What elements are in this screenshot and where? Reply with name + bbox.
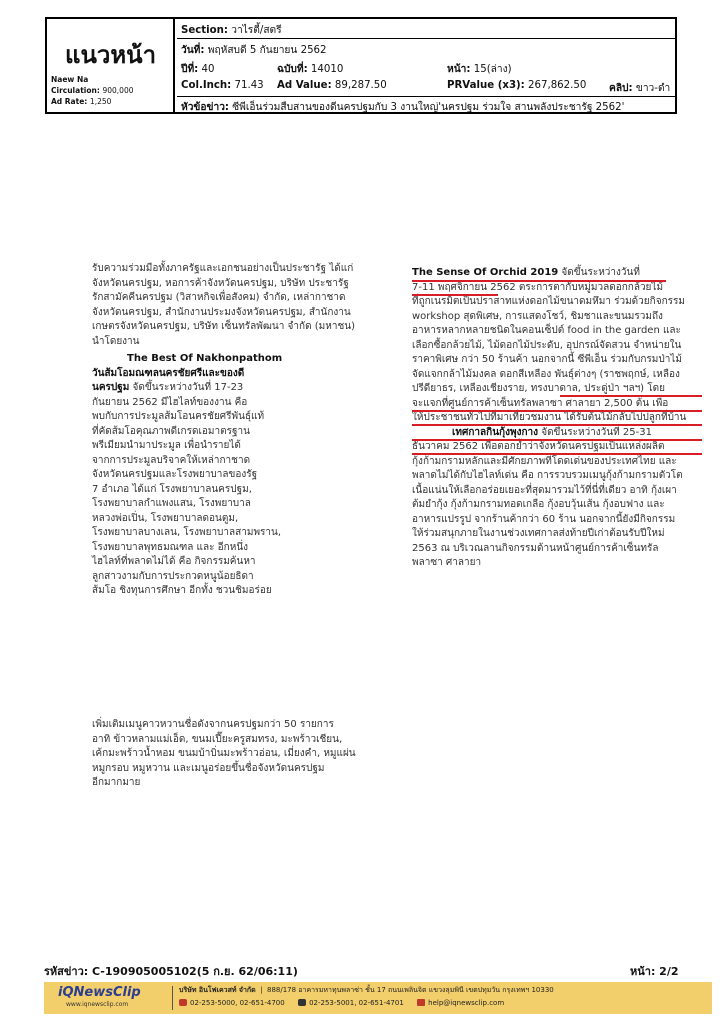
- text-line: กุ้งก้ามกรามหลักและมีศักยภาพที่โดดเด่นของประเทศไทย และ: [412, 455, 677, 467]
- text-line: โรงพยาบาลพุทธมณฑล และ อีกหนึ่ง: [92, 541, 249, 553]
- text-line: เนื้อแน่นให้เลือกอร่อยเยอะที่สุดมารวมไว้ที่นี่ที่เดียว อาทิ กุ้งเผา: [412, 484, 677, 496]
- clipping-details: [177, 19, 675, 112]
- headline-row: หัวข้อข่าว: ซีพีเอ็นร่วมสืบสานของดีนครปฐมกับ 3 งานใหญ่'นครปฐม ร่วมใจ สานพลังประชารัฐ 2562': [181, 102, 625, 113]
- text-line: ต้มยำกุ้ง กุ้งก้ามกรามทอดเกลือ กุ้งอบวุ้นเส้น กุ้งอบฟาง และ: [412, 499, 665, 510]
- publication-name: Naew Na: [51, 75, 89, 84]
- colinch-row: Col.Inch: 71.43: [181, 80, 264, 91]
- text-line: อาหารหลากหลายชนิดในคอนเซ็ปต์ food in the garden และ: [412, 325, 681, 336]
- company-address: บริษัท อินโฟเควสท์ จำกัด | 888/178 อาคารมหาทุนพลาซ่า ชั้น 17 ถนนเพลินจิต แขวงลุมพินี เขตปทุมวัน กรุงเทพฯ 10330: [179, 986, 554, 994]
- iqnewsclip-logo: iQNewsClip: [58, 985, 141, 1000]
- fax-icon: [298, 999, 306, 1006]
- year-row: ปีที่: 40: [181, 64, 215, 75]
- section-row: Section: วาไรตี้/สตรี: [181, 25, 282, 36]
- publication-block: [47, 19, 175, 112]
- text-line: ปรีดียาธร, เหลืองเชียงราย, ทรงบาดาล, ประดู่ป่า ฯลฯ) โดย: [412, 383, 665, 394]
- text-line: เทศกาลกินกุ้งพุงกาง จัดขึ้นระหว่างวันที่ 25-31: [452, 426, 652, 438]
- text-line: ราคาพิเศษ กว่า 50 ร้านค้า นอกจากนี้ ซีพีเอ็น ร่วมกับกรมป่าไม้: [412, 354, 682, 365]
- text-line: 7-11 พฤศจิกายน 2562 ตระการตากับหมู่มวลดอกกล้วยไม้: [412, 281, 664, 293]
- highlight-underline: [412, 453, 702, 455]
- section-heading: The Best Of Nakhonpathom: [127, 353, 283, 364]
- newspaper-logo: แนวหน้า: [65, 41, 157, 69]
- text-line: โรงพยาบาลกำแพงแสน, โรงพยาบาล: [92, 498, 251, 509]
- text-line: จังหวัดนครปฐม, สำนักงานประมงจังหวัดนครปฐม, สำนักงาน: [92, 306, 351, 318]
- text-line: รักสามัคคีนครปฐม (วิสาหกิจเพื่อสังคม) จำกัด, เหล่ากาชาด: [92, 292, 346, 303]
- text-line: workshop สุดพิเศษ, การแสดงโชว์, ชิมชาและขนมรวมถึง: [412, 310, 663, 322]
- text-line: เกษตรจังหวัดนครปฐม, บริษัท เซ็นทรัลพัฒนา จำกัด (มหาชน): [92, 321, 355, 332]
- text-line: ส้มโอ ชิงทุนการศึกษา อีกทั้ง ชวนชิมอร่อย: [92, 585, 272, 596]
- iqnewsclip-url: www.iqnewsclip.com: [66, 1001, 129, 1008]
- text-line: ที่ถูกเนรมิตเป็นปราสาทแห่งดอกไม้ขนาดมหึมา ร่วมด้วยกิจกรรม: [412, 296, 685, 307]
- text-line: จัดแจกกล้าไม้มงคล ดอกสีเหลือง พันธุ์ต่างๆ (ราชพฤกษ์, เหลือง: [412, 368, 680, 380]
- phone-icon: [179, 999, 187, 1006]
- text-line: 2563 ณ บริเวณลานกิจกรรมด้านหน้าศูนย์การค้าเซ็นทรัล: [412, 542, 659, 554]
- text-line: อาหารแปรรูป จากร้านค้ากว่า 60 ร้าน นอกจากนี้ยังมีกิจกรรม: [412, 513, 676, 525]
- text-line: พลาซา ศาลายา: [412, 557, 482, 568]
- text-line: อีกมากมาย: [92, 777, 141, 788]
- text-line: นครปฐม จัดขึ้นระหว่างวันที่ 17-23: [92, 382, 244, 393]
- text-line: หมูกรอบ หมูหวาน และเมนูอร่อยขึ้นชื่อจังหวัดนครปฐม: [92, 762, 325, 774]
- highlight-underline: [412, 424, 702, 426]
- issue-row: ฉบับที่: 14010: [277, 64, 344, 75]
- page-row: หน้า: 15(ล่าง): [447, 64, 512, 75]
- text-line: ที่คัดส้มโอคุณภาพดีเกรดเอมาตรฐาน: [92, 425, 250, 437]
- text-line: ให้ร่วมสนุกภายในงานช่วงเทศกาลส่งท้ายปีเก่าต้อนรับปีใหม่: [412, 528, 665, 539]
- highlight-underline: [412, 294, 498, 296]
- highlight-underline: [412, 280, 666, 282]
- text-line: เลือกซื้อกล้วยไม้, ไม้ดอกไม้ประดับ, อุปกรณ์จัดสวน จำหน่ายใน: [412, 339, 682, 351]
- text-line: จังหวัดนครปฐม, หอการค้าจังหวัดนครปฐม, บริษัท ประชารัฐ: [92, 277, 349, 289]
- divider: [172, 986, 173, 1010]
- prvalue-row: PRValue (x3): 267,862.50: [447, 80, 587, 91]
- clipping-header: [45, 17, 677, 114]
- page-number: หน้า: 2/2: [630, 965, 679, 978]
- text-line: The Sense Of Orchid 2019 จัดขึ้นระหว่างวันที่: [412, 267, 640, 278]
- text-line: ไฮไลท์ที่พลาดไม่ได้ คือ กิจกรรมค้นหา: [92, 556, 256, 567]
- text-line: อาทิ ข้าวหลามแม่เอ็ด, ขนมเปี๊ยะครูสมทรง, มะพร้าวเชียน,: [92, 733, 343, 745]
- text-line: โรงพยาบาลบางเลน, โรงพยาบาลสามพราน,: [92, 527, 282, 538]
- highlight-underline: [560, 395, 702, 397]
- text-line: จังหวัดนครปฐมและโรงพยาบาลของรัฐ: [92, 469, 258, 480]
- text-line: หลวงพ่อเปิ่น, โรงพยาบาลดอนตูม,: [92, 512, 239, 524]
- section-heading: วันส้มโอมณฑลนครชัยศรีและของดี: [92, 367, 245, 379]
- section-heading: เทศกาลกินกุ้งพุงกาง: [452, 426, 539, 438]
- text-line: จากการประมูลบริจาคให้เหล่ากาชาด: [92, 454, 251, 466]
- left-column-bottom: [92, 718, 392, 791]
- text-line: พรีเมียมนำมาประมูล เพื่อนำรายได้: [92, 440, 241, 451]
- footer-bar: [44, 982, 712, 1014]
- text-line: เพิ่มเติมเมนูคาวหวานชื่อดังจากนครปฐมกว่า 50 รายการ: [92, 719, 334, 730]
- text-line: พลาดไม่ได้กับไฮไลท์เด่น คือ การรวบรวมเมนูกุ้งก้ามกรามตัวโต: [412, 470, 683, 481]
- highlight-underline: [412, 439, 702, 441]
- ad-rate: Ad Rate: 1,250: [51, 97, 112, 106]
- advalue-row: Ad Value: 89,287.50: [277, 80, 387, 91]
- circulation: Circulation: 900,000: [51, 86, 134, 95]
- text-line: ให้ประชาชนทั่วไปที่มาเที่ยวชมงาน ได้รับต้นไม้กลับไปปลูกที่บ้าน: [412, 412, 687, 423]
- text-line: เค้กมะพร้าวน้ำหอม ขนมบ้าบิ่นมะพร้าวอ่อน, เมี่ยงคำ, หมูแผ่น: [92, 748, 356, 759]
- contact-info: 02-253-5000, 02-651-4700 02-253-5001, 02-651-4701 help@iqnewsclip.com: [179, 999, 504, 1007]
- text-line: ลูกสาวงามกับการประกวดหนูน้อยธิดา: [92, 570, 254, 582]
- text-line: นำโดยงาน: [92, 335, 140, 347]
- text-line: รับความร่วมมือทั้งภาครัฐและเอกชนอย่างเป็นประชารัฐ ได้แก่: [92, 263, 354, 274]
- clip-row: คลิป: ขาว-ดำ: [609, 83, 671, 94]
- highlight-underline: [412, 410, 702, 412]
- text-line: ธันวาคม 2562 เพื่อตอกย้ำว่าจังหวัดนครปฐมเป็นแหล่งผลิต: [412, 441, 665, 452]
- text-line: จะแจกที่ศูนย์การค้าเซ็นทรัลพลาซา ศาลายา 2,500 ต้น เพื่อ: [412, 397, 669, 409]
- section-heading: The Sense Of Orchid 2019: [412, 267, 559, 278]
- left-column: [92, 262, 392, 599]
- email-icon: [417, 999, 425, 1006]
- right-column: [412, 266, 712, 571]
- text-line: 7 อำเภอ ได้แก่ โรงพยาบาลนครปฐม,: [92, 483, 252, 495]
- text-line: กันยายน 2562 มีไฮไลท์ของงาน คือ: [92, 396, 248, 408]
- news-code: รหัสข่าว: C-190905005102(5 ก.ย. 62/06:11): [44, 965, 298, 978]
- text-line: พบกับการประมูลส้มโอนครชัยศรีพันธุ์แท้: [92, 411, 265, 422]
- date-row: วันที่: พฤหัสบดี 5 กันยายน 2562: [181, 45, 327, 56]
